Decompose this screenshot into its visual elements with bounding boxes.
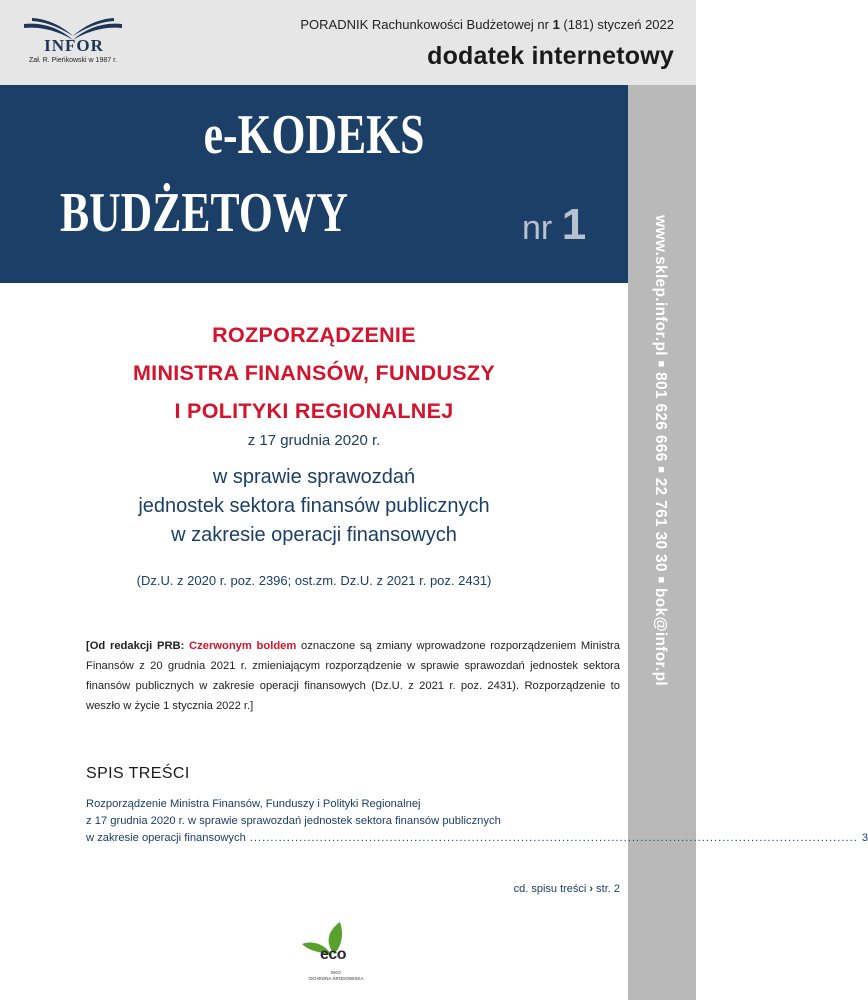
editor-note-prefix: [Od redakcji PRB: <box>86 640 185 652</box>
toc-continued[interactable] <box>514 883 620 895</box>
toc-entry[interactable] <box>86 796 868 847</box>
toc-continued-label: cd. spisu treści <box>513 883 587 895</box>
hero-title-line2: BUDŻETOWY <box>60 182 349 244</box>
hero-nr-label: nr <box>522 209 553 247</box>
toc-leader-dots: .................................................................................................................................................... <box>249 832 858 844</box>
editor-note-highlight: Czerwonym boldem <box>189 640 297 652</box>
regulation-subject-line: jednostek sektora finansów publicznych <box>138 495 490 517</box>
issue-number: 1 <box>552 17 560 32</box>
regulation-date: z 17 grudnia 2020 r. <box>247 432 381 449</box>
regulation-title-line: I POLITYKI REGIONALNEJ <box>174 399 454 423</box>
eco-logo <box>296 918 376 982</box>
eco-caption <box>296 970 376 982</box>
hero-issue-number <box>522 200 587 249</box>
toc-entry-line: Rozporządzenie Ministra Finansów, Funduszy i Polityki Regionalnej <box>86 798 421 810</box>
regulation-title <box>0 316 628 430</box>
eco-caption-top: EKO <box>331 970 341 975</box>
editor-note <box>86 636 620 716</box>
separator-square-icon: ■ <box>655 576 667 584</box>
issue-suffix: (181) styczeń 2022 <box>563 17 674 32</box>
website-link[interactable]: www.sklep.infor.pl <box>652 215 669 356</box>
toc-heading: SPIS TREŚCI <box>86 765 190 782</box>
supplement-label: dodatek internetowy <box>427 42 674 70</box>
toc-continued-page: str. 2 <box>596 883 620 895</box>
hero-banner <box>0 85 628 283</box>
email-link[interactable]: bok@infor.pl <box>652 588 669 686</box>
issue-line <box>300 17 674 32</box>
editor-note-text: oznaczone są zmiany wprowadzone rozporządzeniem Ministra Finansów z 20 grudnia 2021 r. zmieniającym rozporządzenie w sprawie sprawozdań jednostek sektora finansów publicznych w zakresie operacji finansowych (Dz.U. z 2021 r. poz. 2431). Rozporządzenie to weszło w życie 1 stycznia 2022 r.] <box>86 640 620 712</box>
eco-caption-bottom: OCHRONA ŚRODOWISKA <box>308 976 364 981</box>
toc-entry-page: 3 <box>861 832 868 844</box>
toc-entry-last-line <box>86 830 868 847</box>
hero-nr-value: 1 <box>561 200 587 249</box>
eco-word: eco <box>320 946 347 963</box>
contact-sidebar-text <box>648 215 674 935</box>
infor-logo <box>18 14 128 70</box>
separator-square-icon: ■ <box>655 360 667 368</box>
chevron-right-icon: › <box>589 883 594 895</box>
separator-square-icon: ■ <box>655 466 667 474</box>
regulation-reference: (Dz.U. z 2020 r. poz. 2396; ost.zm. Dz.U. z 2021 r. poz. 2431) <box>136 573 492 588</box>
toc-entry-line: z 17 grudnia 2020 r. w sprawie sprawozdań jednostek sektora finansów publicznych <box>86 815 501 827</box>
regulation-subject <box>0 463 628 550</box>
issue-prefix: PORADNIK Rachunkowości Budżetowej nr <box>300 17 549 32</box>
regulation-title-line: ROZPORZĄDZENIE <box>212 323 416 347</box>
phone-number-1: 801 626 666 <box>652 372 669 462</box>
toc-entry-line: w zakresie operacji finansowych <box>86 832 246 844</box>
hero-title-line1: e-KODEKS <box>203 104 425 166</box>
logo-subtext: Zał. R. Pieńkowski w 1987 r. <box>29 57 117 64</box>
regulation-title-line: MINISTRA FINANSÓW, FUNDUSZY <box>132 361 496 385</box>
phone-number-2: 22 761 30 30 <box>652 477 669 572</box>
logo-word: INFOR <box>44 36 104 55</box>
regulation-subject-line: w sprawie sprawozdań <box>212 466 416 488</box>
regulation-subject-line: w zakresie operacji finansowych <box>171 524 457 546</box>
